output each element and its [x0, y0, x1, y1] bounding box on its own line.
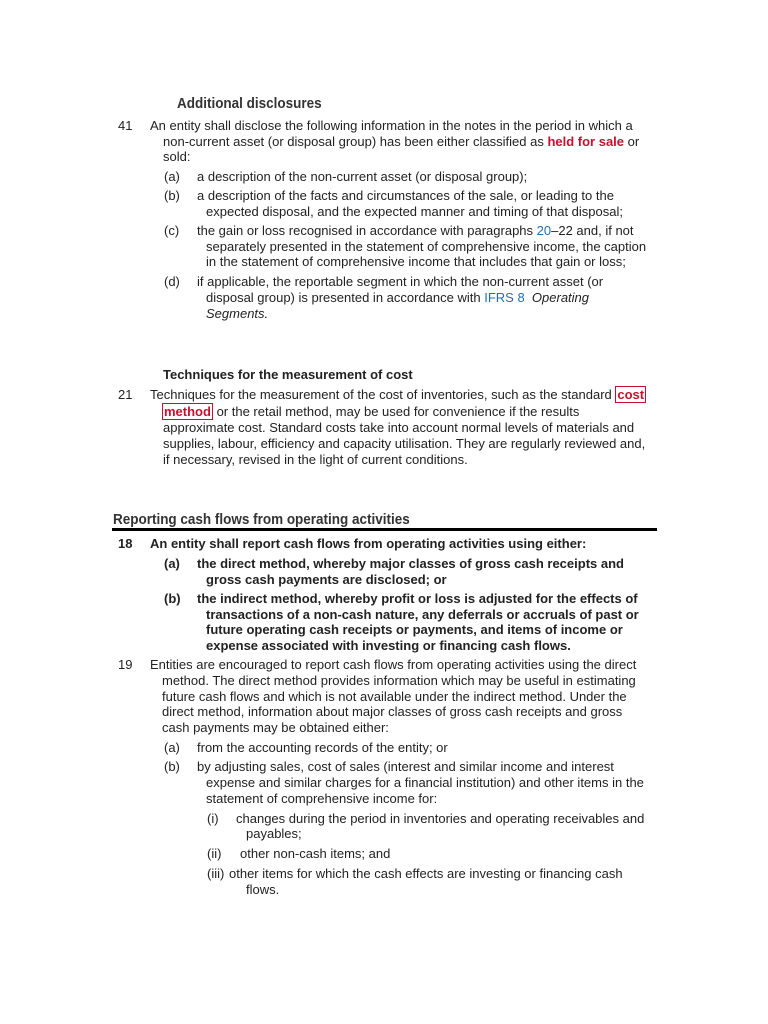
ifrs-8-link[interactable]: IFRS 8: [484, 290, 525, 305]
sub-item-text: changes during the period in inventories and operating receivables and: [236, 811, 645, 826]
paragraph-18-line-1: An entity shall report cash flows from operating activities using either:: [150, 536, 587, 551]
sub-item-text: flows.: [246, 882, 280, 897]
list-item-label: (a): [164, 169, 180, 184]
standard-title: Segments.: [206, 306, 269, 321]
section-heading-reporting-cash-flows: Reporting cash flows from operating activities: [113, 512, 410, 528]
sub-item-text: other items for which the cash effects are investing or financing cash: [229, 866, 623, 881]
list-item-text: the gain or loss recognised in accordance with paragraphs: [197, 223, 537, 238]
list-item-text: [197, 223, 634, 239]
list-item-text: by adjusting sales, cost of sales (interest and similar income and interest: [197, 759, 614, 774]
paragraph-number-18: 18: [118, 536, 133, 551]
sub-item-label: (iii): [207, 866, 225, 881]
paragraph-20-link[interactable]: 20: [536, 223, 552, 238]
paragraph-41-line-3: sold:: [163, 149, 191, 164]
list-item-text: future operating cash receipts or payments, and items of income or: [206, 622, 623, 637]
list-item-label: (b): [164, 591, 181, 606]
list-item-text: from the accounting records of the entity; or: [197, 740, 448, 755]
paragraph-21-line-5: if necessary, revised in the light of current conditions.: [163, 452, 468, 467]
list-item-text: expected disposal, and the expected manner and timing of that disposal;: [206, 204, 623, 219]
paragraph-19-line-2: method. The direct method provides information which may be useful in estimating: [162, 673, 636, 688]
list-item-text: –22 and, if not: [551, 223, 634, 238]
list-item-label: (a): [164, 556, 180, 571]
list-item-text: transactions of a non-cash nature, any deferrals or accruals of past or: [206, 607, 639, 622]
list-item-text: the direct method, whereby major classes of gross cash receipts and: [197, 556, 624, 571]
paragraph-number-19: 19: [118, 657, 133, 672]
paragraph-21-line-1: [150, 387, 646, 403]
list-item-text: a description of the facts and circumstances of the sale, or leading to the: [197, 188, 614, 203]
list-item-text: [206, 290, 589, 306]
section-heading-techniques: Techniques for the measurement of cost: [163, 367, 413, 382]
list-item-text: in the statement of comprehensive income that includes that gain or loss;: [206, 254, 626, 269]
paragraph-21-line-3: approximate cost. Standard costs take into account normal levels of materials and: [163, 420, 635, 435]
list-item-text: separately presented in the statement of comprehensive income, the caption: [206, 239, 647, 254]
paragraph-19-line-1: Entities are encouraged to report cash flows from operating activities using the direct: [150, 657, 637, 672]
sub-item-text: payables;: [246, 826, 302, 841]
list-item-label: (d): [164, 274, 180, 289]
paragraph-number-41: 41: [118, 118, 133, 133]
sub-item-text: other non-cash items; and: [240, 846, 391, 861]
paragraph-21-text: Techniques for the measurement of the cost of inventories, such as the standard: [150, 387, 616, 402]
list-item-label: (a): [164, 740, 180, 755]
paragraph-21-text: or the retail method, may be used for convenience if the results: [212, 404, 580, 419]
paragraph-41-text: non-current asset (or disposal group) has been either classified as: [163, 134, 548, 149]
list-item-text: a description of the non-current asset (or disposal group);: [197, 169, 528, 184]
list-item-label: (b): [164, 188, 180, 203]
paragraph-21-line-4: supplies, labour, efficiency and capacity utilisation. They are regularly reviewed and,: [163, 436, 646, 451]
paragraph-21-line-2: [162, 404, 579, 420]
list-item-label: (b): [164, 759, 180, 774]
paragraph-number-21: 21: [118, 387, 133, 402]
list-item-text: the indirect method, whereby profit or loss is adjusted for the effects of: [197, 591, 638, 606]
held-for-sale-term-link[interactable]: held for sale: [547, 134, 625, 149]
heading-rule: [112, 528, 657, 531]
paragraph-41-line-1: An entity shall disclose the following information in the notes in the period in which a: [150, 118, 633, 133]
list-item-text: expense associated with investing or financing cash flows.: [206, 638, 571, 653]
cost-method-term-link[interactable]: cost: [617, 387, 645, 402]
paragraph-19-line-3: future cash flows and which is not available under the indirect method. Under the: [162, 689, 627, 704]
sub-item-label: (ii): [207, 846, 222, 861]
paragraph-19-line-4: direct method, information about major classes of gross cash receipts and gross: [162, 704, 623, 719]
cost-method-term-link[interactable]: method: [164, 404, 211, 419]
list-item-text: gross cash payments are disclosed; or: [206, 572, 447, 587]
paragraph-41-text: or: [624, 134, 640, 149]
section-heading-additional-disclosures: Additional disclosures: [177, 96, 322, 112]
paragraph-19-line-5: cash payments may be obtained either:: [162, 720, 389, 735]
standard-title: Operating: [531, 290, 590, 305]
list-item-text: expense and similar charges for a financial institution) and other items in the: [206, 775, 644, 790]
list-item-text: disposal group) is presented in accordance with: [206, 290, 485, 305]
list-item-text: if applicable, the reportable segment in which the non-current asset (or: [197, 274, 604, 289]
sub-item-label: (i): [207, 811, 219, 826]
list-item-text: statement of comprehensive income for:: [206, 791, 438, 806]
paragraph-41-line-2: [163, 134, 639, 150]
list-item-label: (c): [164, 223, 180, 238]
